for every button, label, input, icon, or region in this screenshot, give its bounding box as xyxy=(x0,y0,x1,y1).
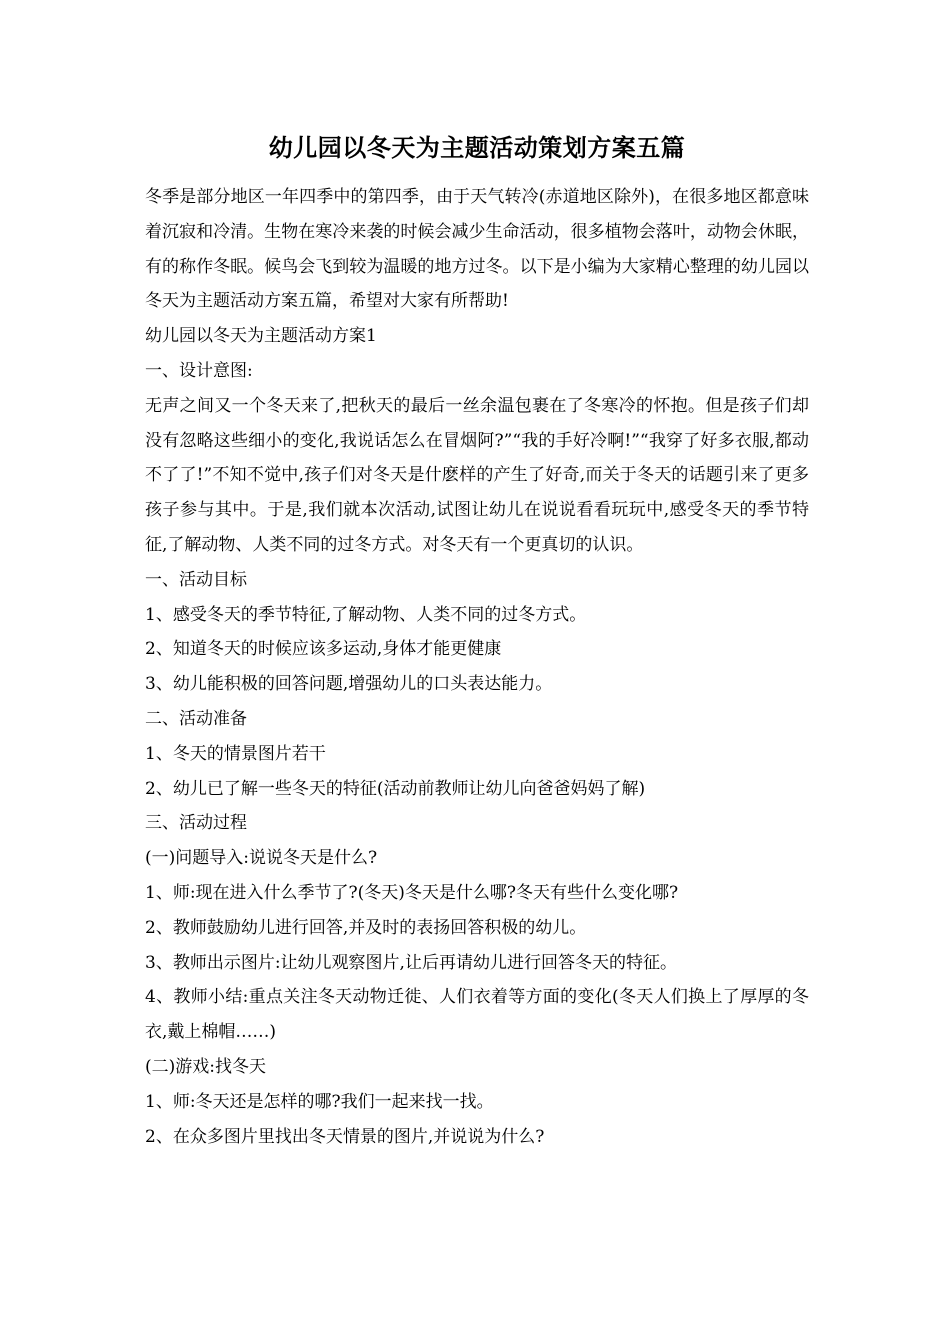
prep-heading: 二、活动准备 xyxy=(145,708,247,729)
section-title: 幼儿园以冬天为主题活动方案1 xyxy=(145,326,377,347)
part1-heading: (一)问题导入:说说冬天是什么? xyxy=(145,848,378,869)
goals-heading: 一、活动目标 xyxy=(145,569,247,590)
part1-item-2: 2、教师鼓励幼儿进行回答,并及时的表扬回答积极的幼儿。 xyxy=(145,917,587,938)
goal-item-3: 3、幼儿能积极的回答问题,增强幼儿的口头表达能力。 xyxy=(145,674,553,695)
design-paragraph: 无声之间又一个冬天来了,把秋天的最后一丝余温包裹在了冬寒冷的怀抱。但是孩子们却没有忽略这些细小的变化,我说话怎么在冒烟阿?”“我的手好冷啊!”“我穿了好多衣服,都动不了了!”不知不觉中,孩子们对冬天是什麽样的产生了好奇,而关于冬天的话题引来了更多孩子参与其中。于是,我们就本次活动,试图让幼儿在说说看看玩玩中,感受冬天的季节特征,了解动物、人类不同的过冬方式。对冬天有一个更真切的认识。 xyxy=(145,395,809,555)
prep-item-1: 1、冬天的情景图片若干 xyxy=(145,743,326,764)
process-heading: 三、活动过程 xyxy=(145,813,247,834)
goal-item-1: 1、感受冬天的季节特征,了解动物、人类不同的过冬方式。 xyxy=(145,604,587,625)
part2-heading: (二)游戏:找冬天 xyxy=(145,1056,266,1077)
part1-item-4: 4、教师小结:重点关注冬天动物迁徙、人们衣着等方面的变化(冬天人们换上了厚厚的冬衣,戴上棉帽……) xyxy=(145,987,809,1043)
part2-item-2: 2、在众多图片里找出冬天情景的图片,并说说为什么? xyxy=(145,1126,545,1147)
document-title: 幼儿园以冬天为主题活动策划方案五篇 xyxy=(268,133,686,162)
intro-paragraph: 冬季是部分地区一年四季中的第四季，由于天气转冷(赤道地区除外)，在很多地区都意味着沉寂和冷清。生物在寒冷来袭的时候会减少生命活动，很多植物会落叶，动物会休眠，有的称作冬眠。候鸟会飞到较为温暖的地方过冬。以下是小编为大家精心整理的幼儿园以冬天为主题活动方案五篇，希望对大家有所帮助! xyxy=(145,187,809,312)
document-page xyxy=(145,128,809,1154)
part1-item-1: 1、师:现在进入什么季节了?(冬天)冬天是什么哪?冬天有些什么变化哪? xyxy=(145,882,679,903)
part2-item-1: 1、师:冬天还是怎样的哪?我们一起来找一找。 xyxy=(145,1091,494,1112)
design-heading: 一、设计意图: xyxy=(145,360,253,381)
goal-item-2: 2、知道冬天的时候应该多运动,身体才能更健康 xyxy=(145,639,502,660)
part1-item-3: 3、教师出示图片:让幼儿观察图片,让后再请幼儿进行回答冬天的特征。 xyxy=(145,952,677,973)
prep-item-2: 2、幼儿已了解一些冬天的特征(活动前教师让幼儿向爸爸妈妈了解) xyxy=(145,778,646,799)
